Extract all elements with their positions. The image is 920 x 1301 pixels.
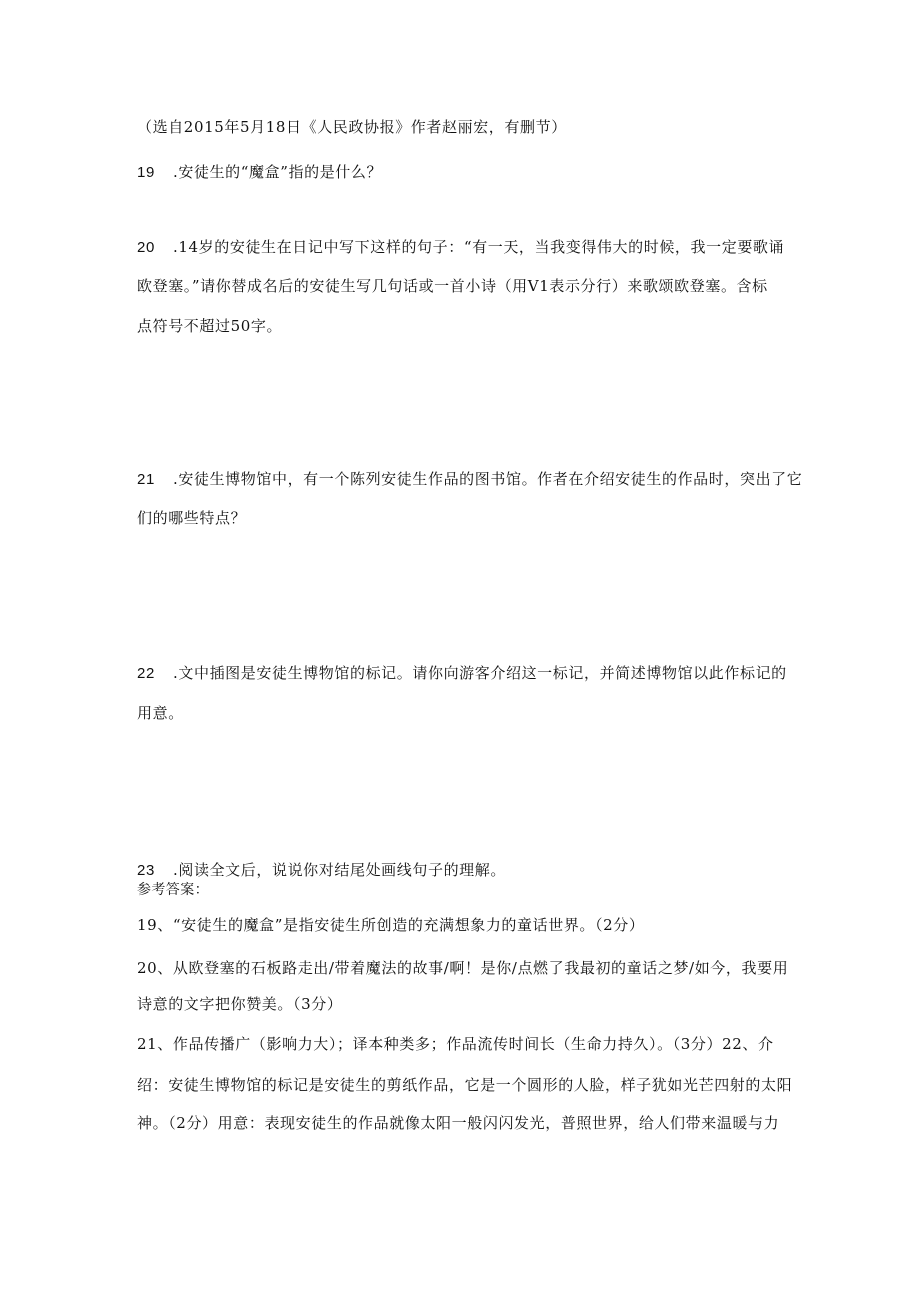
question-22 [137, 663, 797, 684]
answers-heading: 参考答案： [137, 882, 209, 898]
answer-line: 21、作品传播广（影响力大）；译本种类多；作品流传时间长（生命力持久）。（3分）22、介 [137, 1035, 774, 1053]
question-22-line-2: 用意。 [137, 704, 184, 722]
question-number: 22 [137, 665, 155, 682]
question-number: 21 [137, 471, 155, 488]
question-21 [137, 469, 803, 490]
answer-line: 19、“安徒生的魔盒”是指安徒生所创造的充满想象力的童话世界。（2分） [137, 916, 645, 934]
question-text: .阅读全文后，说说你对结尾处画线句子的理解。 [173, 861, 506, 879]
question-number: 19 [137, 164, 155, 181]
source-citation: （选自2015年5月18日《人民政协报》作者赵丽宏，有删节） [137, 118, 567, 136]
question-19 [137, 162, 797, 183]
question-20-line-2: 欧登塞。”请你替成名后的安徒生写几句话或一首小诗（用V1表示分行）来歌颂欧登塞。含标 [137, 277, 768, 295]
answer-line: 神。（2分）用意：表现安徒生的作品就像太阳一般闪闪发光，普照世界，给人们带来温暖与力 [137, 1114, 780, 1132]
question-text: .安徒生博物馆中，有一个陈列安徒生作品的图书馆。作者在介绍安徒生的作品时，突出了它 [173, 470, 803, 488]
question-text: .14岁的安徒生在日记中写下这样的句子：“有一天，当我变得伟大的时候，我一定要歌诵 [173, 238, 785, 256]
question-21-line-2: 们的哪些特点？ [137, 509, 247, 527]
question-text: .文中插图是安徒生博物馆的标记。请你向游客介绍这一标记，并简述博物馆以此作标记的 [173, 664, 787, 682]
question-number: 23 [137, 862, 155, 879]
answer-line: 20、从欧登塞的石板路走出/带着魔法的故事/啊！是你/点燃了我最初的童话之梦/如今，我要用 [137, 959, 789, 977]
question-20-line-3: 点符号不超过50字。 [137, 317, 283, 335]
question-text: .安徒生的“魔盒”指的是什么？ [173, 163, 383, 181]
answer-line: 绍：安徒生博物馆的标记是安徒生的剪纸作品，它是一个圆形的人脸，样子犹如光芒四射的太阳 [137, 1076, 793, 1094]
question-number: 20 [137, 239, 155, 256]
question-23 [137, 860, 797, 881]
question-20 [137, 237, 797, 258]
answer-line: 诗意的文字把你赞美。（3分） [137, 995, 343, 1013]
